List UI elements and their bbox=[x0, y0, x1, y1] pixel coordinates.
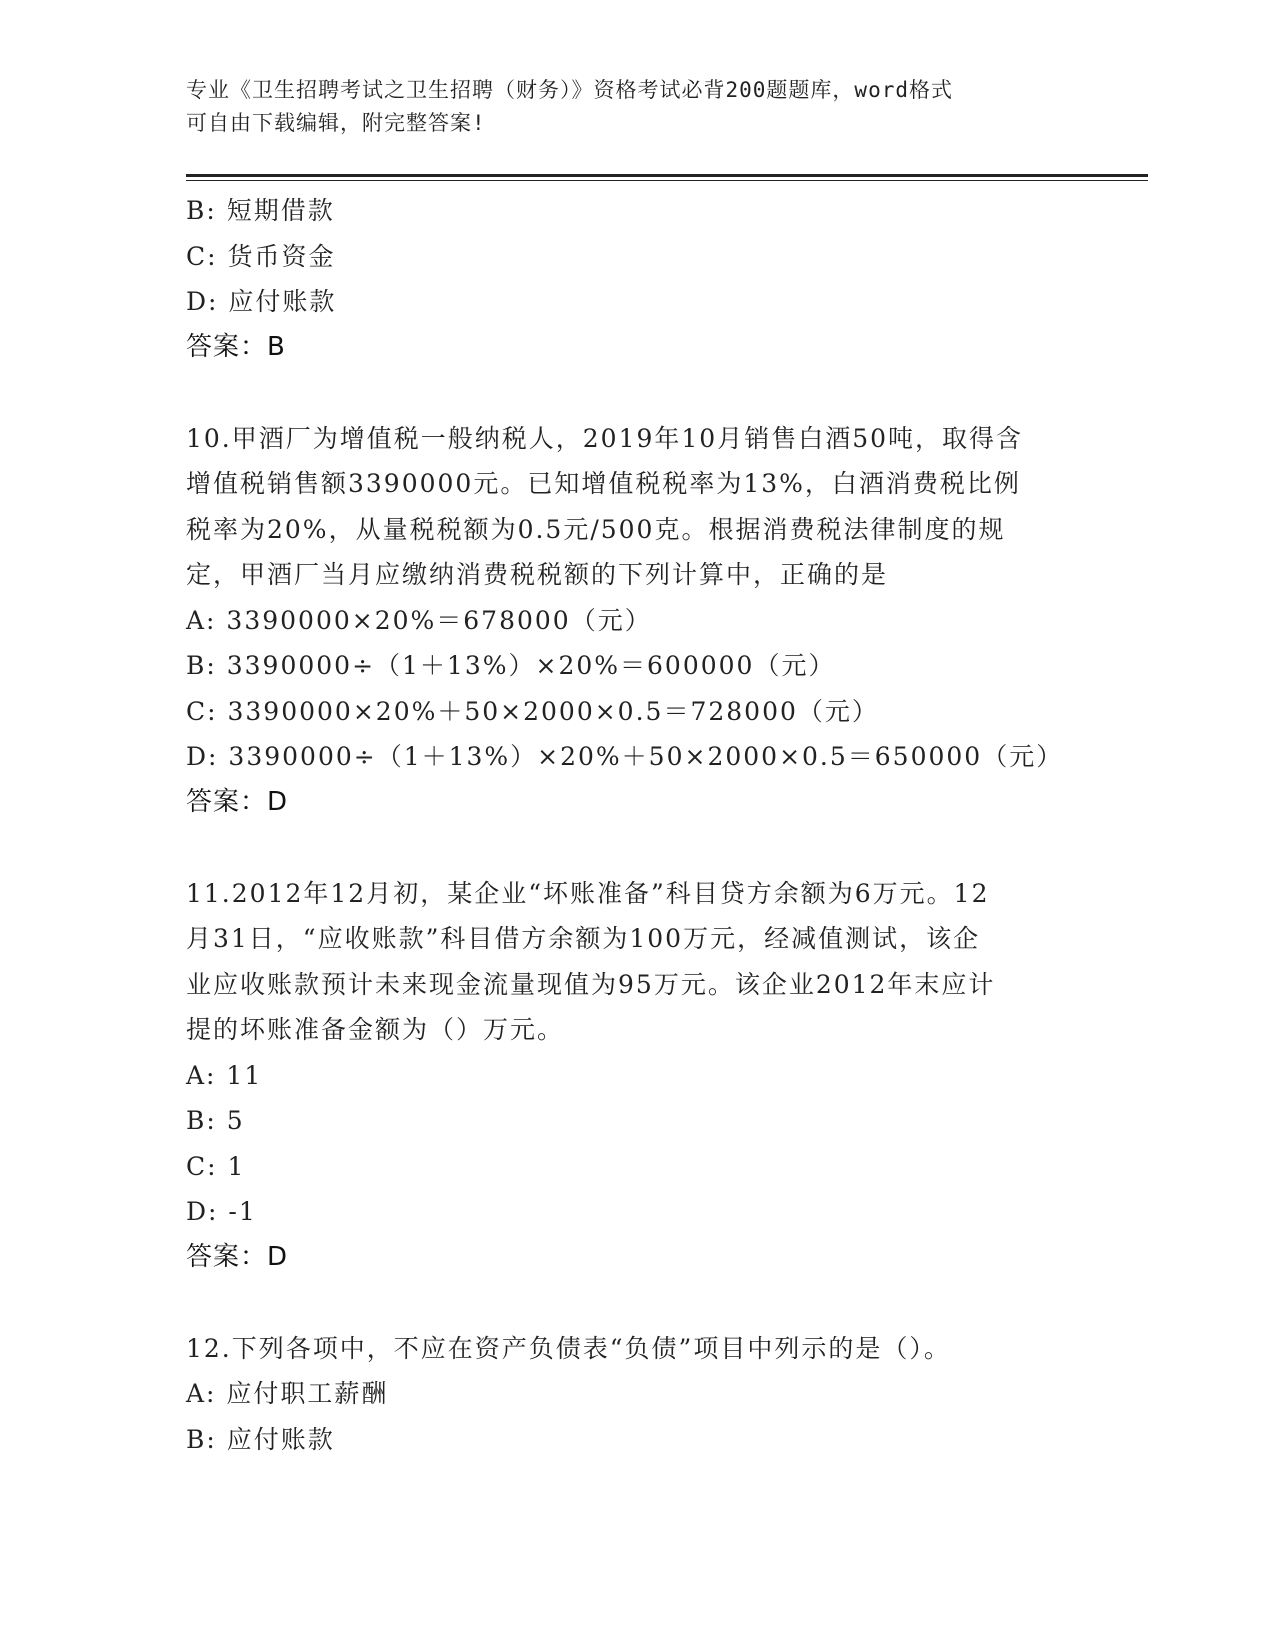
option-d: D: 3390000÷（1＋13%）×20%＋50×2000×0.5＝650000（元） bbox=[186, 742, 1064, 771]
spacer bbox=[186, 825, 1086, 871]
question-stem-line: 税率为20%，从量税税额为0.5元/500克。根据消费税法律制度的规 bbox=[186, 514, 1006, 544]
question-stem-line: 10.甲酒厂为增值税一般纳税人，2019年10月销售白酒50吨，取得含 bbox=[186, 423, 1024, 453]
answer-line: 答案：B bbox=[186, 331, 286, 362]
option-a: A: 11 bbox=[186, 1060, 263, 1090]
option-b: B: 5 bbox=[186, 1106, 245, 1135]
question-stem-line: 增值税销售额3390000元。已知增值税税率为13%，白酒消费税比例 bbox=[186, 469, 1021, 498]
document-header bbox=[186, 74, 1086, 140]
question-stem-line: 11.2012年12月初，某企业“坏账准备”科目贷方余额为6万元。12 bbox=[186, 878, 990, 908]
question-stem-line: 业应收账款预计未来现金流量现值为95万元。该企业2012年末应计 bbox=[186, 969, 996, 999]
question-9-fragment bbox=[186, 188, 1086, 370]
question-12 bbox=[186, 1326, 1086, 1463]
question-stem-line: 月31日，“应收账款”科目借方余额为100万元，经减值测试，该企 bbox=[186, 924, 981, 953]
question-list bbox=[186, 188, 1086, 1462]
header-title-line-1: 专业《卫生招聘考试之卫生招聘（财务）》资格考试必背200题题库，word格式 bbox=[186, 78, 953, 102]
option-b: B: 短期借款 bbox=[186, 196, 335, 225]
option-c: C: 货币资金 bbox=[186, 241, 336, 271]
header-title-line-2: 可自由下载编辑，附完整答案! bbox=[186, 111, 486, 135]
option-c: C: 1 bbox=[186, 1151, 246, 1181]
question-10 bbox=[186, 416, 1086, 826]
header-divider-thick bbox=[186, 174, 1148, 177]
option-a: A: 应付职工薪酬 bbox=[186, 1379, 389, 1408]
option-d: D: -1 bbox=[186, 1197, 257, 1226]
question-stem-line: 定，甲酒厂当月应缴纳消费税税额的下列计算中，正确的是 bbox=[186, 560, 889, 589]
answer-line: 答案：D bbox=[186, 786, 289, 817]
option-b: B: 应付账款 bbox=[186, 1424, 335, 1454]
spacer bbox=[186, 1280, 1086, 1326]
header-divider-thin bbox=[186, 180, 1148, 181]
option-c: C: 3390000×20%＋50×2000×0.5＝728000（元） bbox=[186, 696, 879, 726]
option-b: B: 3390000÷（1＋13%）×20%＝600000（元） bbox=[186, 651, 836, 680]
spacer bbox=[186, 370, 1086, 416]
option-d: D: 应付账款 bbox=[186, 287, 337, 316]
question-stem-line: 12.下列各项中，不应在资产负债表“负债”项目中列示的是（）。 bbox=[186, 1333, 951, 1363]
answer-line: 答案：D bbox=[186, 1241, 289, 1272]
question-stem-line: 提的坏账准备金额为（）万元。 bbox=[186, 1015, 565, 1044]
question-11 bbox=[186, 871, 1086, 1281]
option-a: A: 3390000×20%＝678000（元） bbox=[186, 605, 652, 635]
